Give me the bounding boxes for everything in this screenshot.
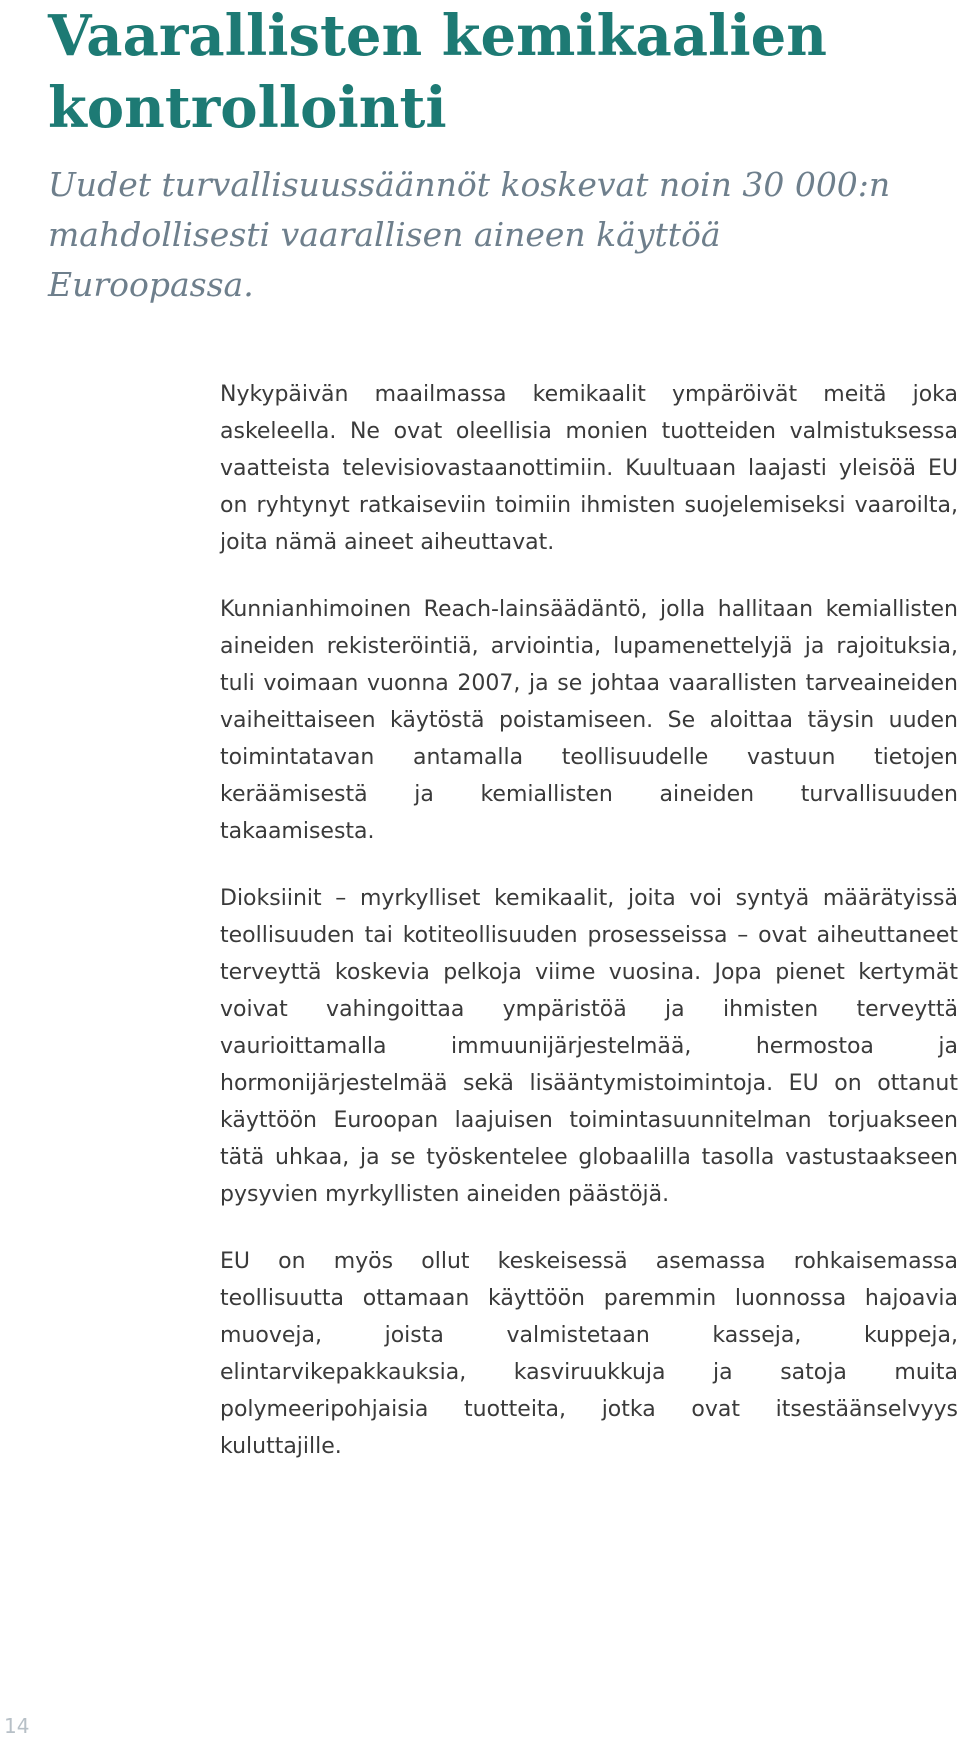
page-subtitle: Uudet turvallisuussäännöt koskevat noin 30 000:n mahdollisesti vaarallisen aineen käyttöä Euroopassa.: [48, 165, 891, 304]
paragraph-4: EU on myös ollut keskeisessä asemassa rohkaisemassa teollisuutta ottamaan käyttöön paremmin luonnossa hajoavia muoveja, joista valmistetaan kasseja, kuppeja, elintarvikepakkauksia, kasviruukkuja ja satoja muita polymeeripohjaisia tuotteita, jotka ovat itsestäänselvyys kuluttajille.: [220, 1249, 958, 1459]
page-number: 14: [4, 1714, 30, 1738]
page-title: Vaarallisten kemikaalien kontrollointi: [48, 3, 827, 141]
paragraph-3: Dioksiinit – myrkylliset kemikaalit, joita voi syntyä määrätyissä teollisuuden tai kotiteollisuuden prosesseissa – ovat aiheuttaneet terveyttä koskevia pelkoja viime vuosina. Jopa pienet kertymät voivat vahingoittaa ympäristöä ja ihmisten terveyttä vaurioittamalla immuunijärjestelmää, hermostoa ja hormonijärjestelmää sekä lisääntymistoimintoja. EU on ottanut käyttöön Euroopan laajuisen toimintasuunnitelman torjuakseen tätä uhkaa, ja se työskentelee globaalilla tasolla vastustaakseen pysyvien myrkyllisten aineiden päästöjä.: [220, 886, 958, 1207]
paragraph-1: Nykypäivän maailmassa kemikaalit ympäröivät meitä joka askeleella. Ne ovat oleellisia monien tuotteiden valmistuksessa vaatteista televisiovastaanottimiin. Kuultuaan laajasti yleisöä EU on ryhtynyt ratkaiseviin toimiin ihmisten suojelemiseksi vaaroilta, joita nämä aineet aiheuttavat.: [220, 382, 958, 555]
article-body: [220, 376, 958, 1495]
paragraph-2: Kunnianhimoinen Reach-lainsäädäntö, jolla hallitaan kemiallisten aineiden rekisteröintiä, arviointia, lupamenettelyjä ja rajoituksia, tuli voimaan vuonna 2007, ja se johtaa vaarallisten tarveaineiden vaiheittaiseen käytöstä poistamiseen. Se aloittaa täysin uuden toimintatavan antamalla teollisuudelle vastuun tietojen keräämisestä ja kemiallisten aineiden turvallisuuden takaamisesta.: [220, 597, 958, 844]
